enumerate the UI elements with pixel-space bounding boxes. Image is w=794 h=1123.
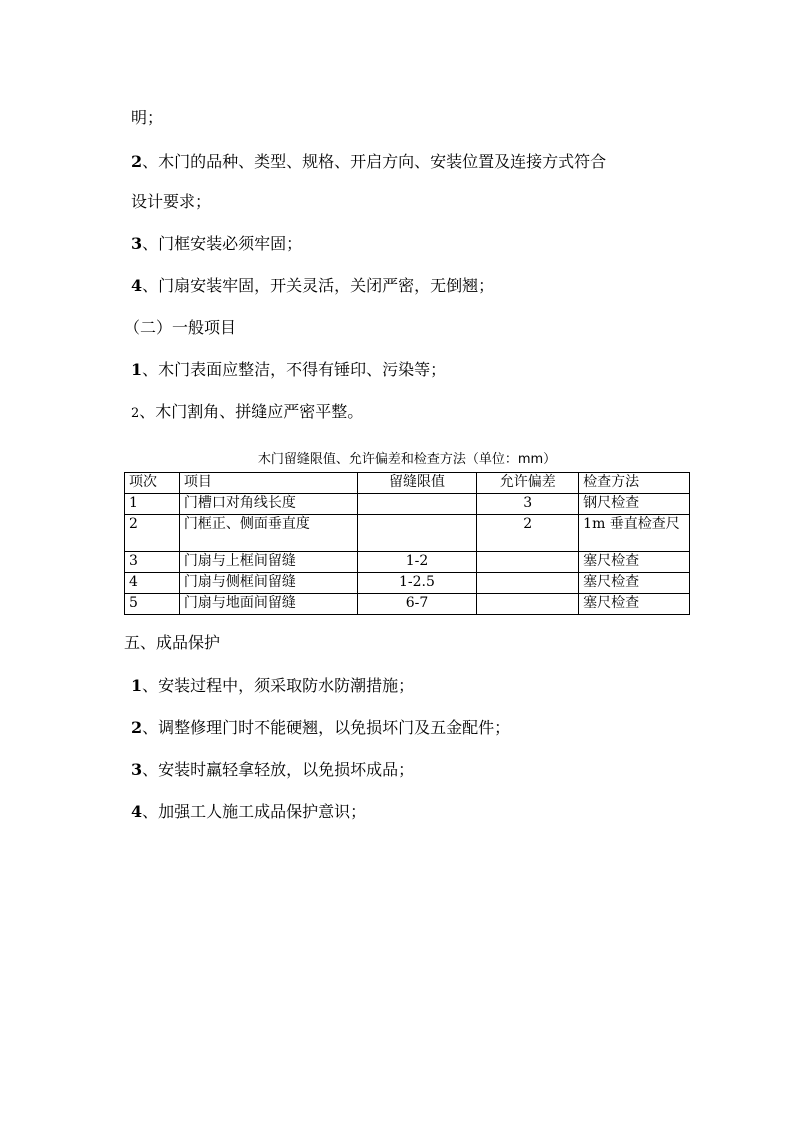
table-cell	[357, 494, 477, 515]
subheading-general-items	[124, 318, 236, 338]
table-cell: 钢尺检查	[579, 494, 690, 515]
line-1	[131, 108, 163, 128]
table-cell: 塞尺检查	[579, 594, 690, 615]
item-number: 4	[131, 276, 143, 295]
table-cell: 5	[125, 594, 180, 615]
table-cell: 1-2	[357, 552, 477, 573]
line-text: 、木门的品种、类型、规格、开启方向、安装位置及连接方式符合	[142, 152, 607, 171]
section-5-title	[124, 633, 220, 653]
section-5-item-3	[131, 760, 414, 780]
header-cell: 允许偏差	[477, 473, 579, 494]
item-number: 2	[131, 406, 140, 421]
table-cell: 门扇与侧框间留缝	[179, 573, 357, 594]
line-text: 、木门表面应整洁，不得有锤印、污染等；	[142, 360, 447, 379]
table-cell: 3	[125, 552, 180, 573]
line-8	[131, 402, 363, 424]
table-row	[125, 594, 690, 615]
line-text: 、安装过程中，须采取防水防潮措施；	[142, 676, 415, 695]
item-number: 3	[131, 234, 143, 253]
header-cell: 项目	[179, 473, 357, 494]
item-number: 1	[131, 676, 143, 695]
table-cell: 3	[477, 494, 579, 515]
line-text: 、门扇安装牢固，开关灵活，关闭严密，无倒翘；	[142, 276, 495, 295]
table-cell: 6-7	[357, 594, 477, 615]
table-cell	[477, 594, 579, 615]
table-row	[125, 552, 690, 573]
table-cell	[477, 573, 579, 594]
table-cell: 1m 垂直检查尺	[579, 515, 690, 552]
table-caption: 木门留缝限值、允许偏差和检查方法（单位：mm）	[257, 452, 557, 467]
table-cell: 塞尺检查	[579, 552, 690, 573]
header-cell: 留缝限值	[357, 473, 477, 494]
table-cell: 门框正、侧面垂直度	[179, 515, 357, 552]
header-cell: 项次	[125, 473, 180, 494]
line-text: 明；	[131, 108, 164, 127]
item-number: 1	[131, 360, 143, 379]
line-7	[131, 360, 446, 380]
line-text: 设计要求；	[131, 192, 212, 211]
table-cell: 1	[125, 494, 180, 515]
table-cell: 4	[125, 573, 180, 594]
item-number: 2	[131, 152, 143, 171]
line-text: （二）一般项目	[124, 318, 237, 337]
header-cell: 检查方法	[579, 473, 690, 494]
table-cell	[357, 515, 477, 552]
table-cell: 1-2.5	[357, 573, 477, 594]
line-2	[131, 152, 606, 172]
table-header-row	[125, 473, 690, 494]
item-number: 3	[131, 760, 143, 779]
table-row	[125, 515, 690, 552]
table-cell: 门扇与上框间留缝	[179, 552, 357, 573]
line-text: 、木门割角、拼缝应严密平整。	[139, 402, 364, 421]
table-cell: 门槽口对角线长度	[179, 494, 357, 515]
section-5-item-4	[131, 802, 366, 822]
line-3	[131, 192, 211, 212]
section-title-text: 五、成品保护	[124, 633, 221, 652]
table-row	[125, 494, 690, 515]
line-text: 、安装时羸轻拿轻放，以免损坏成品；	[142, 760, 415, 779]
line-text: 、门框安装必须牢固；	[142, 234, 303, 253]
tolerance-table	[124, 472, 690, 615]
table-cell: 2	[125, 515, 180, 552]
table-cell: 塞尺检查	[579, 573, 690, 594]
table-cell: 2	[477, 515, 579, 552]
item-number: 4	[131, 802, 143, 821]
section-5-item-2	[131, 718, 510, 738]
table-row	[125, 573, 690, 594]
line-text: 、加强工人施工成品保护意识；	[142, 802, 367, 821]
line-5	[131, 276, 494, 296]
table-cell	[477, 552, 579, 573]
item-number: 2	[131, 718, 143, 737]
section-5-item-1	[131, 676, 414, 696]
table-cell: 门扇与地面间留缝	[179, 594, 357, 615]
line-4	[131, 234, 302, 254]
line-text: 、调整修理门时不能硬翘，以免损坏门及五金配件；	[142, 718, 511, 737]
